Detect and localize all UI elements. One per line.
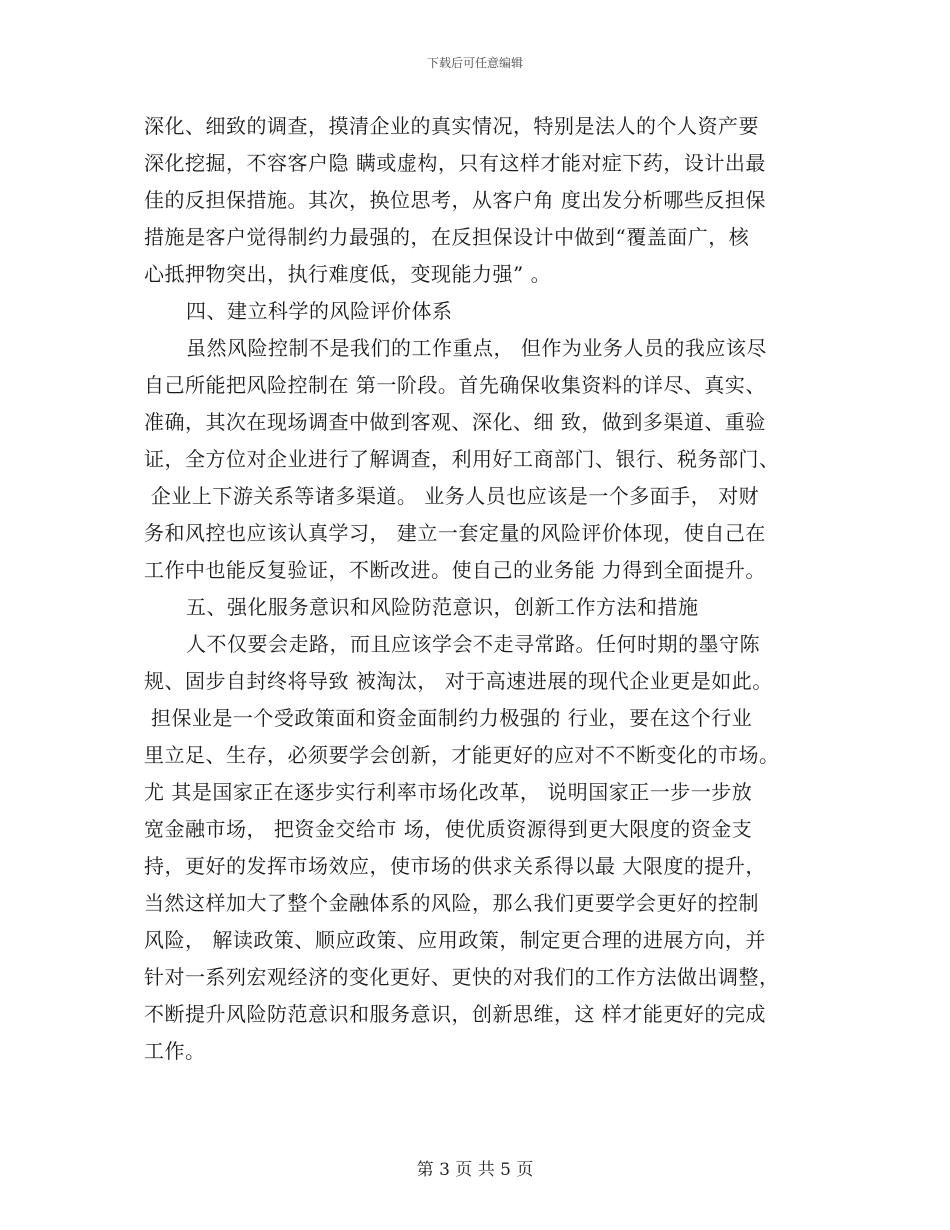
text-line: 虽然风险控制不是我们的工作重点， 但作为业务人员的我应该尽 <box>186 336 767 360</box>
text-line: 深化挖掘，不容客户隐 瞒或虚构，只有这样才能对症下药，设计出最 <box>144 151 766 175</box>
text-line: 持，更好的发挥市场效应，使市场的供求关系得以最 大限度的提升， <box>144 854 766 878</box>
text-line: 措施是客户觉得制约力最强的，在反担保设计中做到“覆盖面广，核 <box>144 225 750 249</box>
text-line: 佳的反担保措施。其次，换位思考，从客户角 度出发分析哪些反担保 <box>144 188 766 212</box>
text-line: 针对一系列宏观经济的变化更好、更快的对我们的工作方法做出调整， <box>144 965 780 989</box>
text-line: 当然这样加大了整个金融体系的风险，那么我们更要学会更好的控制 <box>144 891 759 915</box>
text-line: 五、强化服务意识和风险防范意识，创新工作方法和措施 <box>186 595 699 619</box>
text-line: 人不仅要会走路，而且应该学会不走寻常路。任何时期的墨守陈 <box>186 632 760 656</box>
text-line: 深化、细致的调查，摸清企业的真实情况，特别是法人的个人资产要 <box>144 114 759 138</box>
text-line: 工作中也能反复验证，不断改进。使自己的业务能 力得到全面提升。 <box>144 558 766 582</box>
text-line: 准确，其次在现场调查中做到客观、深化、细 致，做到多渠道、重验 <box>144 410 766 434</box>
text-line: 工作。 <box>144 1039 206 1063</box>
text-line: 自己所能把风险控制在 第一阶段。首先确保收集资料的详尽、真实、 <box>144 373 766 397</box>
text-line: 尤 其是国家正在逐步实行利率市场化改革， 说明国家正一步一步放 <box>144 780 753 804</box>
text-line: 不断提升风险防范意识和服务意识，创新思维，这 样才能更好的完成 <box>144 1002 766 1026</box>
header-note: 下载后可任意编辑 <box>426 56 523 70</box>
text-line: 证，全方位对企业进行了解调查，利用好工商部门、银行、税务部门、 <box>144 447 780 471</box>
text-line: 宽金融市场， 把资金交给市 场，使优质资源得到更大限度的资金支 <box>144 817 753 841</box>
text-line: 规、固步自封终将导致 被淘汰， 对于高速进展的现代企业更是如此。 <box>144 669 773 693</box>
text-line: 里立足、生存，必须要学会创新，才能更好的应对不不断变化的市场。 <box>144 743 780 767</box>
text-line: 企业上下游关系等诸多渠道。 业务人员也应该是一个多面手， 对财 <box>144 484 760 508</box>
text-line: 担保业是一个受政策面和资金面制约力极强的 行业，要在这个行业 <box>144 706 753 730</box>
text-line: 务和风控也应该认真学习， 建立一套定量的风险评价体现，使自己在 <box>144 521 766 545</box>
text-line: 风险， 解读政策、顺应政策、应用政策，制定更合理的进展方向，并 <box>144 928 766 952</box>
page-number-footer: 第 3 页 共 5 页 <box>416 1160 534 1180</box>
text-line: 四、建立科学的风险评价体系 <box>186 299 453 323</box>
document-body <box>144 108 804 1070</box>
text-line: 心抵押物突出，执行难度低，变现能力强” 。 <box>144 262 552 286</box>
